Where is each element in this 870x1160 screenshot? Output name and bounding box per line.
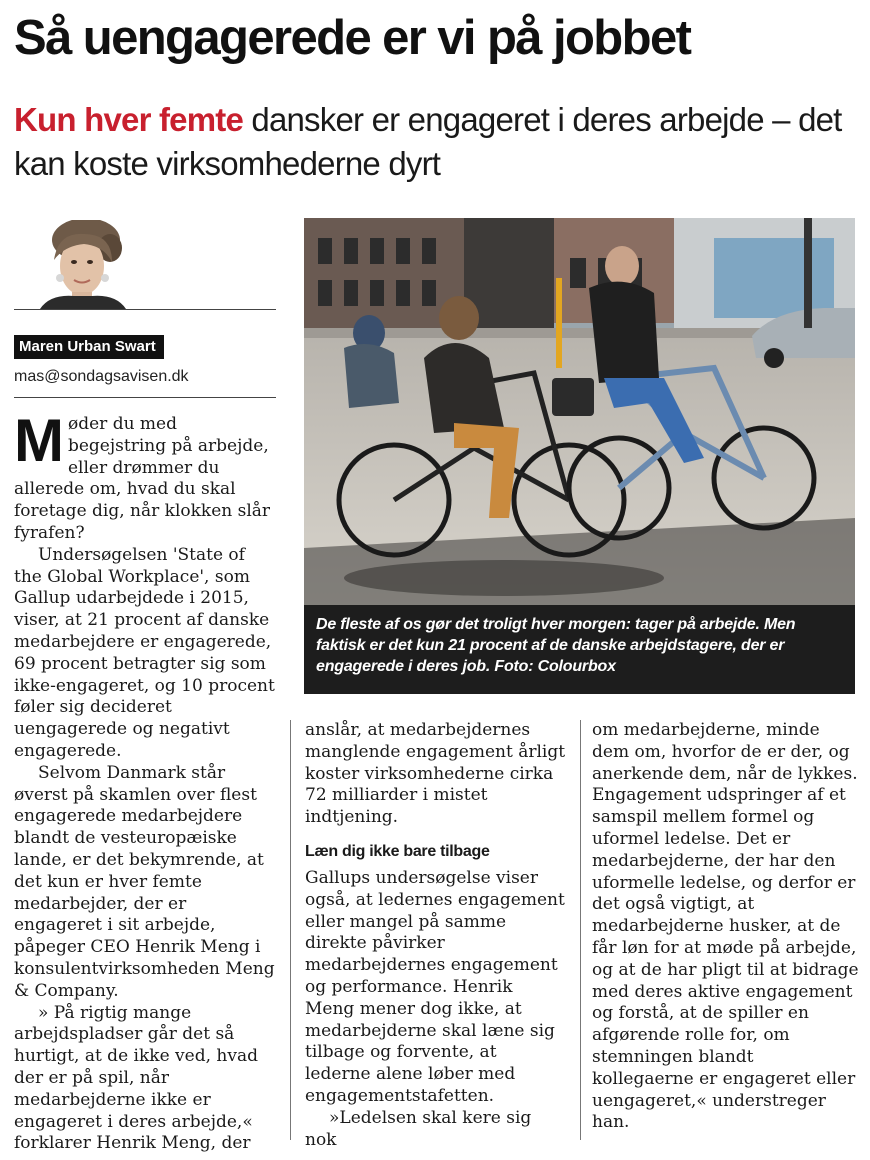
article-photo <box>304 218 855 605</box>
body-text: øder du med begejstring på arbejde, eller drømmer du allerede om, hvad du skal foretage dig, når klokken slår fyrafen? <box>14 414 271 543</box>
photo-caption: De fleste af os gør det troligt hver morgen: tager på arbejde. Men faktisk er det kun 21 procent af de danske arbejdstagere, der er engagerede i deres job. Foto: Colourbox <box>304 605 855 694</box>
body-paragraph: Selvom Danmark står øverst på skamlen over flest engagerede medarbejdere blandt de vesteuropæiske lande, er det bekymrende, at det kun er hver femte medarbejder, der er engageret i sit arbejde, påpeger CEO Henrik Meng i konsulentvirksomheden Meng & Company. <box>14 762 275 1001</box>
cyclists-photo <box>304 218 855 605</box>
column-rule <box>14 397 276 398</box>
author-portrait <box>14 220 276 309</box>
body-paragraph: » På rigtig mange arbejdspladser går det så hurtigt, at de ikke ved, hvad der er på spil, når medarbejderne ikke er engageret i deres arbejde,« forklarer Henrik Meng, der <box>14 1002 258 1154</box>
subheadline-kicker: Kun hver femte <box>14 101 244 138</box>
body-paragraph <box>14 407 278 545</box>
headline: Så uengagerede er vi på jobbet <box>14 11 691 65</box>
author-portrait-image <box>14 220 276 309</box>
subheadline-text: dansker er engageret i deres arbejde – det kan koste virksomhederne dyrt <box>14 101 842 182</box>
body-paragraph: om medarbejderne, minde dem om, hvorfor de er der, og anerkende dem, når de lykkes. Engagement udspringer af et samspil mellem formel og uformel ledelse. Det er medarbejderne, der har den uformelle ledelse, og derfor er det også vigtigt, at medarbejderne husker, at de får løn for at møde på arbejde, og at de har pligt til at bidrage med deres aktive engagement og forstå, at de spiller en afgørende rolle for, om stemningen blandt kollegaerne er engageret eller uengageret,« understreger han. <box>592 720 859 1133</box>
body-column-2 <box>305 720 567 1151</box>
subheadline <box>14 98 864 186</box>
body-paragraph: »Ledelsen skal kere sig nok <box>305 1107 532 1150</box>
column-divider <box>290 720 291 1140</box>
column-divider <box>580 720 581 1140</box>
body-paragraph: Undersøgelsen 'State of the Global Workplace', som Gallup udarbejdede i 2015, viser, at 21 procent af danske medarbejdere er engagerede, 69 procent betragter sig som ikke-engageret, og 10 procent føler sig decideret uengagerede og negativt engagerede. <box>14 544 275 761</box>
author-name: Maren Urban Swart <box>14 335 164 359</box>
body-paragraph: anslår, at medarbejdernes manglende engagement årligt koster virksomhederne cirka 72 milliarder i mistet indtjening. <box>305 720 566 828</box>
drop-cap: M <box>14 407 62 474</box>
author-email[interactable]: mas@sondagsavisen.dk <box>14 368 189 385</box>
body-paragraph: Gallups undersøgelse viser også, at ledernes engagement eller mangel på samme direkte påvirker medarbejdernes engagement og performance. Henrik Meng mener dog ikke, at medarbejderne skal læne sig tilbage og forvente, at lederne alene løber med engagementstafetten. <box>305 867 565 1106</box>
body-column-1 <box>14 407 278 1155</box>
section-subheading: Læn dig ikke bare tilbage <box>305 842 490 860</box>
author-rule <box>14 309 276 310</box>
body-column-3 <box>592 720 860 1134</box>
